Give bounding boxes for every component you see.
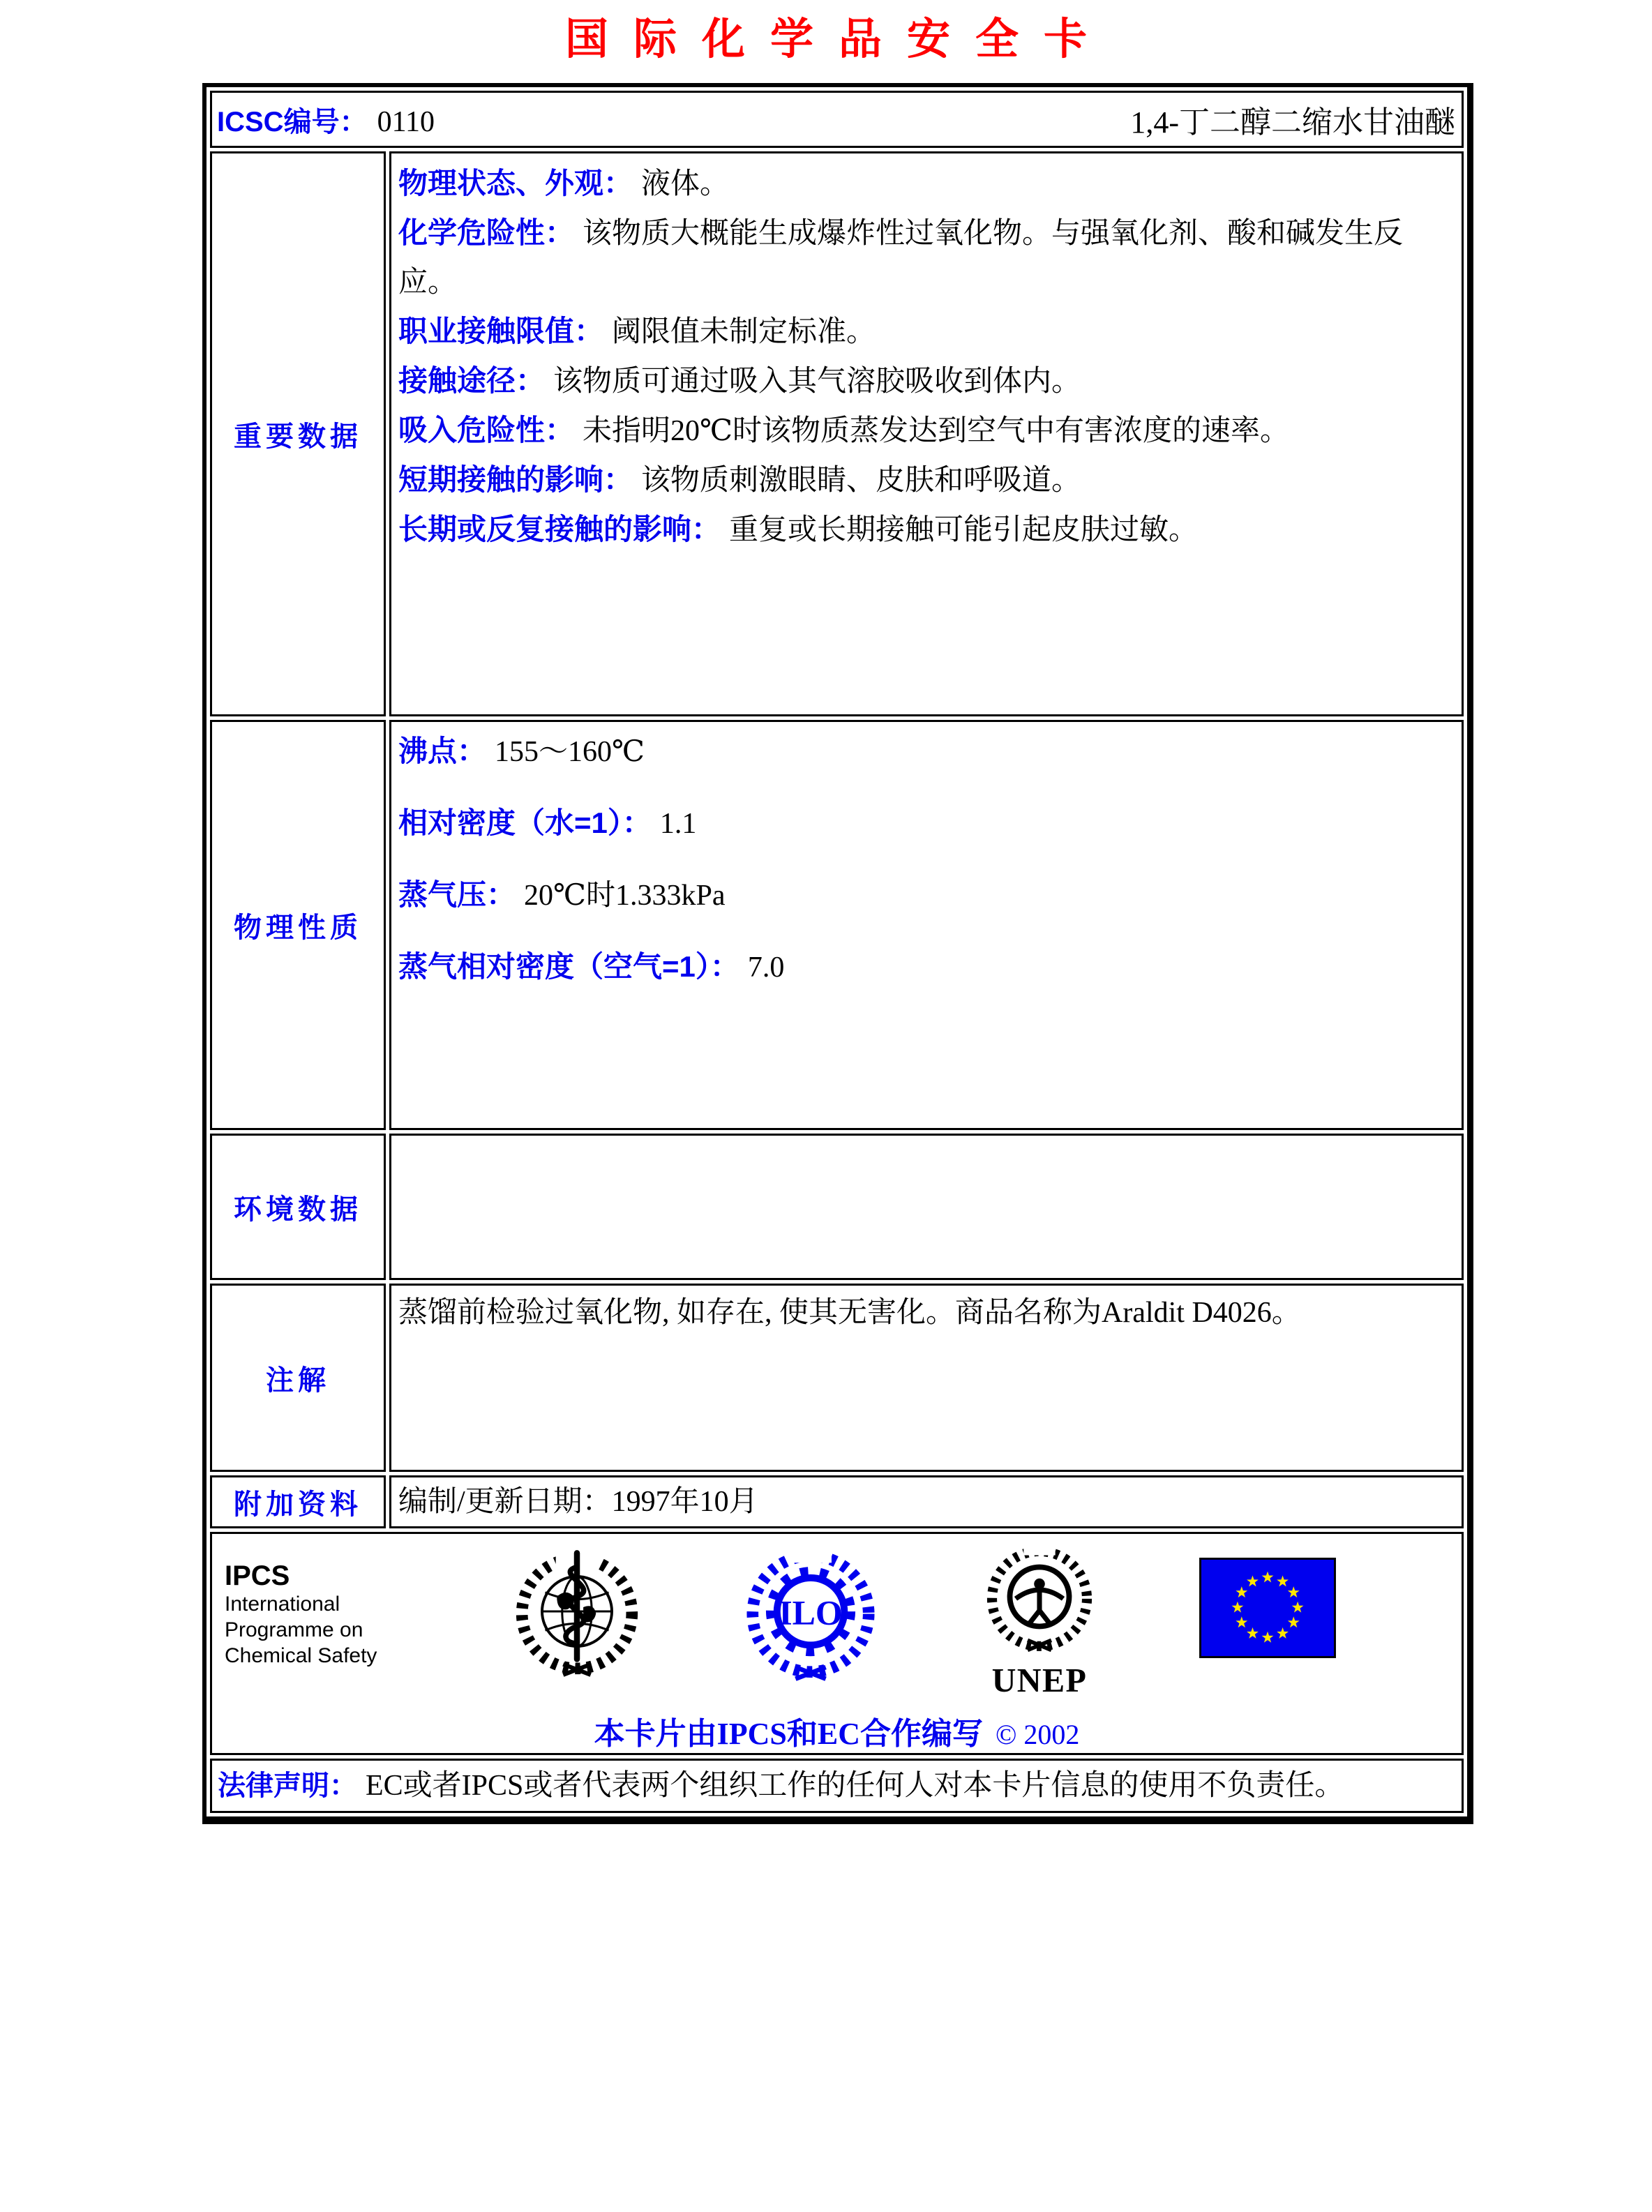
section-content-important-data	[389, 151, 1464, 716]
unep-emblem-icon	[980, 1542, 1099, 1699]
property-value: 7.0	[747, 951, 785, 984]
property-label: 短期接触的影响：	[398, 463, 633, 496]
section-content-notes: 蒸馏前检验过氧化物, 如存在, 使其无害化。商品名称为Araldit D4026。	[389, 1284, 1464, 1472]
section-label-environmental-data: 环境数据	[210, 1134, 386, 1280]
legal-row	[210, 1759, 1464, 1813]
property-value: 1.1	[659, 808, 697, 840]
who-emblem-icon	[513, 1544, 640, 1679]
ipcs-acronym: IPCS	[225, 1560, 290, 1591]
property-line	[398, 943, 1453, 991]
section-label-additional-info: 附加资料	[210, 1475, 386, 1528]
ipcs-line: Chemical Safety	[225, 1644, 377, 1667]
chemical-name: 1,4-丁二醇二缩水甘油醚	[1130, 105, 1455, 140]
property-label: 职业接触限值：	[398, 315, 604, 347]
ipcs-line: International	[225, 1593, 340, 1616]
property-label: 蒸气压：	[398, 878, 516, 911]
credit-copyright: © 2002	[995, 1719, 1080, 1750]
credit-text: 本卡片由IPCS和EC合作编写	[594, 1717, 983, 1751]
unep-wordmark: UNEP	[991, 1662, 1088, 1699]
eu-flag-icon	[1199, 1558, 1336, 1658]
ilo-emblem-icon	[741, 1547, 880, 1681]
property-label: 长期或反复接触的影响：	[398, 513, 721, 546]
property-value: 该物质大概能生成爆炸性过氧化物。与强氧化剂、酸和碱发生反应。	[398, 218, 1404, 299]
credit-line	[212, 1708, 1462, 1753]
property-value: 该物质刺激眼睛、皮肤和呼吸道。	[641, 465, 1081, 497]
property-value: 阈限值未制定标准。	[612, 316, 876, 348]
section-content-physical-properties	[389, 720, 1464, 1130]
safety-card-table	[202, 83, 1473, 1824]
section-label-important-data: 重要数据	[210, 151, 386, 716]
icsc-number-value: 0110	[377, 105, 435, 138]
property-line	[398, 505, 1453, 555]
icsc-number-label: ICSC编号：	[217, 106, 368, 137]
property-line	[398, 728, 1453, 776]
property-value: 液体。	[641, 168, 730, 200]
property-line	[398, 406, 1453, 456]
section-content-additional-info: 编制/更新日期：1997年10月	[389, 1475, 1464, 1528]
property-label: 物理状态、外观：	[398, 167, 633, 200]
section-label-physical-properties: 物理性质	[210, 720, 386, 1130]
ilo-letters: ILO	[778, 1593, 843, 1632]
ipcs-text-block	[225, 1560, 413, 1669]
card-header-cell	[210, 91, 1464, 148]
property-line	[398, 209, 1453, 307]
logos-row	[210, 1532, 1464, 1755]
section-label-notes: 注解	[210, 1284, 386, 1472]
icsc-number-group	[217, 100, 435, 140]
property-value: 未指明20℃时该物质蒸发达到空气中有害浓度的速率。	[583, 415, 1290, 447]
ipcs-line: Programme on	[225, 1618, 363, 1641]
legal-text: EC或者IPCS或者代表两个组织工作的任何人对本卡片信息的使用不负责任。	[366, 1770, 1344, 1802]
property-line	[398, 159, 1453, 209]
property-label: 相对密度（水=1）：	[398, 806, 652, 839]
property-value: 155～160℃	[495, 736, 645, 768]
section-content-environmental-data	[389, 1134, 1464, 1280]
property-line	[398, 456, 1453, 505]
page-title: 国际化学品安全卡	[564, 16, 1112, 63]
legal-label: 法律声明：	[218, 1770, 357, 1801]
property-label: 化学危险性：	[398, 216, 575, 249]
property-line	[398, 356, 1453, 406]
property-value: 重复或长期接触可能引起皮肤过敏。	[729, 514, 1199, 546]
property-label: 蒸气相对密度（空气=1）：	[398, 950, 739, 983]
property-line	[398, 799, 1453, 848]
property-label: 沸点：	[398, 735, 487, 767]
logos-strip	[212, 1540, 1462, 1704]
property-value: 20℃时1.333kPa	[524, 880, 726, 912]
property-line	[398, 307, 1453, 356]
property-label: 吸入危险性：	[398, 414, 575, 446]
property-value: 该物质可通过吸入其气溶胶吸收到体内。	[553, 366, 1081, 398]
property-label: 接触途径：	[398, 364, 546, 397]
property-line	[398, 871, 1453, 919]
card-header	[213, 97, 1461, 142]
